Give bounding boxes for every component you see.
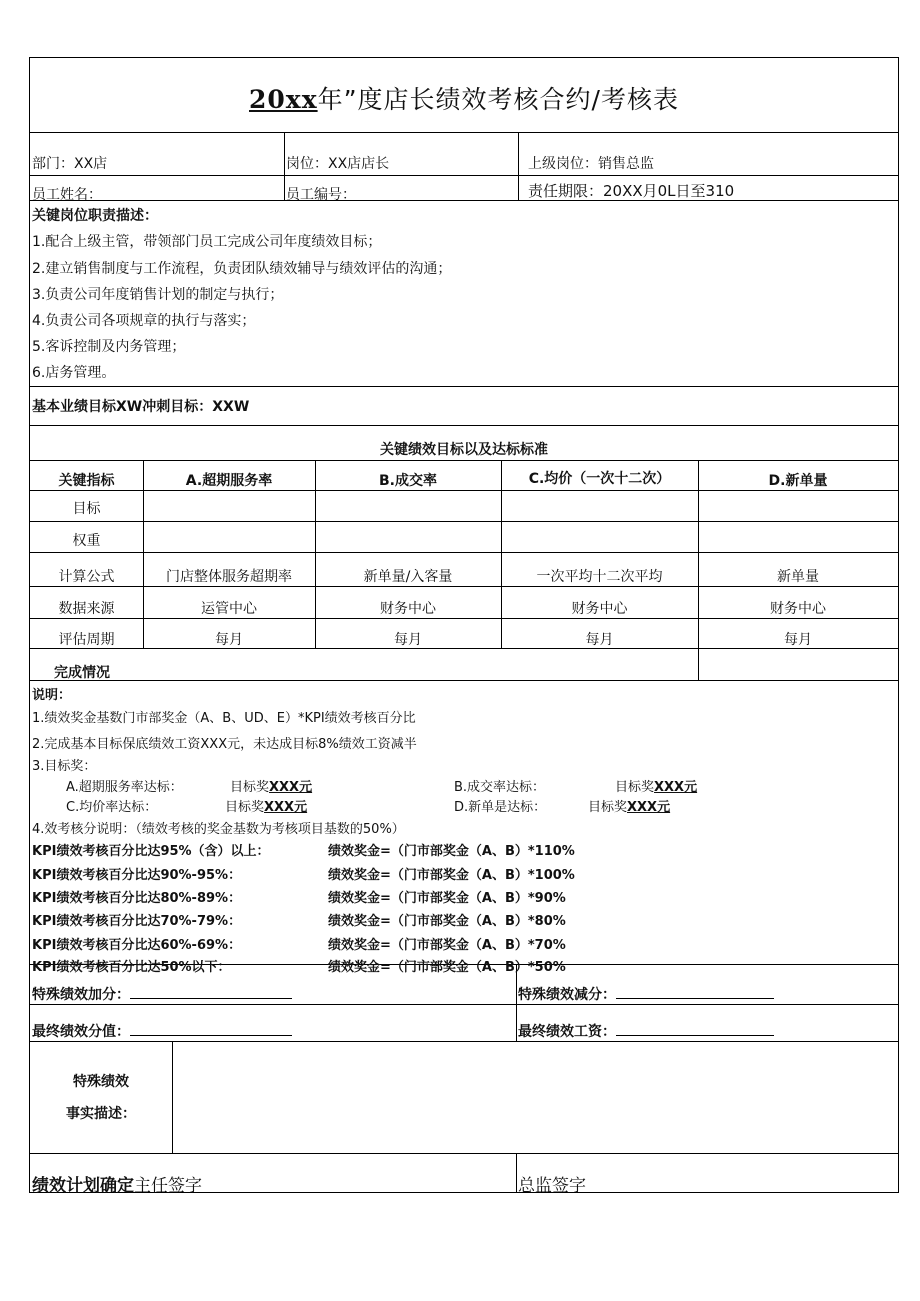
prize-b-value: XXX元 (654, 780, 698, 795)
kpi-cell: 每月 (585, 632, 614, 648)
rule (30, 175, 898, 176)
completion-label: 完成情况 (54, 665, 110, 681)
director-signature: 总监签字 (518, 1176, 586, 1196)
special-add (32, 984, 292, 1004)
title-text: 年”度店长绩效考核合约/考核表 (317, 85, 679, 114)
prize-b-label: B.成交率达标： (454, 780, 546, 795)
employee-name-field: 员工姓名： (32, 187, 102, 203)
tier-formula: 绩效奖金=（门市部奖金（A、B）*100% (328, 868, 575, 883)
kpi-cell: 财务中心 (571, 601, 628, 617)
kpi-row-label: 目标 (72, 501, 101, 517)
notes-heading: 说明： (32, 688, 72, 703)
final-score-label: 最终绩效分值： (32, 1024, 130, 1040)
duty-item: 6.店务管理。 (32, 365, 116, 381)
plan-signature-bold: 绩效计划确定 (32, 1176, 134, 1196)
duty-item: 4.负责公司各项规章的执行与落实； (32, 313, 256, 329)
tier-formula: 绩效奖金=（门市部奖金（A、B）*90% (328, 891, 566, 906)
special-add-input[interactable] (130, 986, 292, 999)
tier-range: KPI绩效考核百分比达60%-69%： (32, 938, 242, 953)
rule (30, 680, 898, 681)
final-score (32, 1021, 292, 1041)
kpi-cell: 门店整体服务超期率 (166, 569, 292, 585)
prize-a-value: XXX元 (269, 780, 313, 795)
final-salary (518, 1021, 774, 1041)
assessment-form (29, 57, 899, 1196)
kpi-header: B.成交率 (379, 473, 437, 489)
tier-formula: 绩效奖金=（门市部奖金（A、B）*50% (328, 960, 566, 975)
kpi-header: C.均价（一次十二次） (528, 471, 671, 487)
rule (30, 521, 898, 522)
superior-field: 上级岗位：销售总监 (528, 156, 654, 172)
note-1: 1.绩效奖金基数门市部奖金（A、B、UD、E）*KPI绩效考核百分比 (32, 711, 416, 726)
kpi-header: D.新单量 (768, 473, 828, 489)
department-field: 部门：XX店 (32, 156, 108, 172)
special-minus-input[interactable] (616, 986, 774, 999)
final-salary-input[interactable] (616, 1023, 774, 1036)
rule (284, 132, 285, 200)
rule (30, 132, 898, 133)
tier-formula: 绩效奖金=（门市部奖金（A、B）*80% (328, 914, 566, 929)
kpi-cell: 每月 (394, 632, 422, 648)
special-add-label: 特殊绩效加分： (32, 987, 130, 1003)
prize-b (615, 776, 697, 795)
rule (516, 964, 517, 1041)
tier-range: KPI绩效考核百分比达50%以下： (32, 960, 231, 975)
form-title (30, 80, 898, 116)
title-year: 20xx (249, 85, 318, 114)
duty-item: 1.配合上级主管，带领部门员工完成公司年度绩效目标； (32, 234, 382, 250)
kpi-row-label: 权重 (72, 533, 101, 549)
rule (516, 1153, 517, 1193)
employee-no-field: 员工编号： (286, 187, 356, 203)
rule (30, 618, 898, 619)
final-score-input[interactable] (130, 1023, 292, 1036)
plan-signature (32, 1171, 202, 1196)
position-field: 岗位：XX店店长 (286, 156, 390, 172)
basic-target: 基本业绩目标XW冲刺目标：XXW (32, 399, 250, 415)
rule (30, 1153, 898, 1154)
kpi-header: 关键指标 (58, 473, 115, 489)
tier-range: KPI绩效考核百分比达70%-79%： (32, 914, 242, 929)
kpi-cell: 运管中心 (201, 601, 257, 617)
kpi-row-label: 评估周期 (58, 632, 115, 648)
kpi-row-label: 计算公式 (58, 569, 115, 585)
prize-d-text: 目标奖 (588, 800, 628, 815)
kpi-cell: 每月 (784, 632, 812, 648)
rule (30, 586, 898, 587)
tier-formula: 绩效奖金=（门市部奖金（A、B）*110% (328, 844, 575, 859)
rule (30, 490, 898, 491)
prize-a (230, 776, 312, 795)
kpi-cell: 财务中心 (380, 601, 436, 617)
rule (30, 386, 898, 387)
prize-d (588, 796, 670, 815)
prize-c (225, 796, 307, 815)
rule (30, 552, 898, 553)
prize-c-text: 目标奖 (225, 800, 265, 815)
rule (30, 200, 898, 201)
special-desc-input[interactable] (173, 1042, 897, 1152)
tier-formula: 绩效奖金=（门市部奖金（A、B）*70% (328, 938, 566, 953)
note-4: 4.效考核分说明：（绩效考核的奖金基数为考核项目基数的50%） (32, 822, 405, 837)
prize-a-text: 目标奖 (230, 780, 270, 795)
tier-range: KPI绩效考核百分比达90%-95%： (32, 868, 242, 883)
kpi-cell: 财务中心 (770, 601, 826, 617)
prize-a-label: A.超期服务率达标： (66, 780, 183, 795)
prize-c-value: XXX元 (264, 800, 308, 815)
special-desc-label-2: 事实描述： (66, 1106, 136, 1122)
duty-item: 2.建立销售制度与工作流程，负责团队绩效辅导与绩效评估的沟通； (32, 261, 452, 277)
final-salary-label: 最终绩效工资： (518, 1024, 616, 1040)
kpi-cell: 一次平均十二次平均 (536, 569, 663, 585)
duties-heading: 关键岗位职责描述： (32, 208, 158, 224)
kpi-cell: 新单量 (777, 569, 819, 585)
rule (501, 460, 502, 648)
tier-range: KPI绩效考核百分比达95%（含）以上： (32, 844, 270, 859)
prize-b-text: 目标奖 (615, 780, 655, 795)
plan-signature-text: 主任签字 (134, 1176, 202, 1196)
kpi-row-label: 数据来源 (58, 601, 115, 617)
prize-c-label: C.均价率达标： (66, 800, 158, 815)
special-minus (518, 984, 774, 1004)
note-2: 2.完成基本目标保底绩效工资XXX元，未达成目标8%绩效工资减半 (32, 737, 417, 752)
kpi-cell: 每月 (215, 632, 243, 648)
kpi-heading: 关键绩效目标以及达标标准 (380, 442, 548, 458)
kpi-cell: 新单量/入客量 (363, 569, 453, 585)
rule (518, 132, 519, 200)
kpi-header: A.超期服务率 (185, 473, 273, 489)
special-minus-label: 特殊绩效减分： (518, 987, 616, 1003)
special-desc-label: 特殊绩效 (73, 1074, 129, 1090)
rule (30, 460, 898, 461)
rule (30, 425, 898, 426)
prize-d-value: XXX元 (627, 800, 671, 815)
duty-item: 3.负责公司年度销售计划的制定与执行； (32, 287, 284, 303)
tier-range: KPI绩效考核百分比达80%-89%： (32, 891, 242, 906)
rule (30, 1004, 898, 1005)
duty-item: 5.客诉控制及内务管理； (32, 339, 186, 355)
term-field: 责任期限：20XX月0L日至310 (528, 182, 735, 200)
notes-section (30, 688, 898, 975)
note-3: 3.目标奖： (32, 759, 97, 774)
prize-d-label: D.新单是达标： (454, 800, 547, 815)
